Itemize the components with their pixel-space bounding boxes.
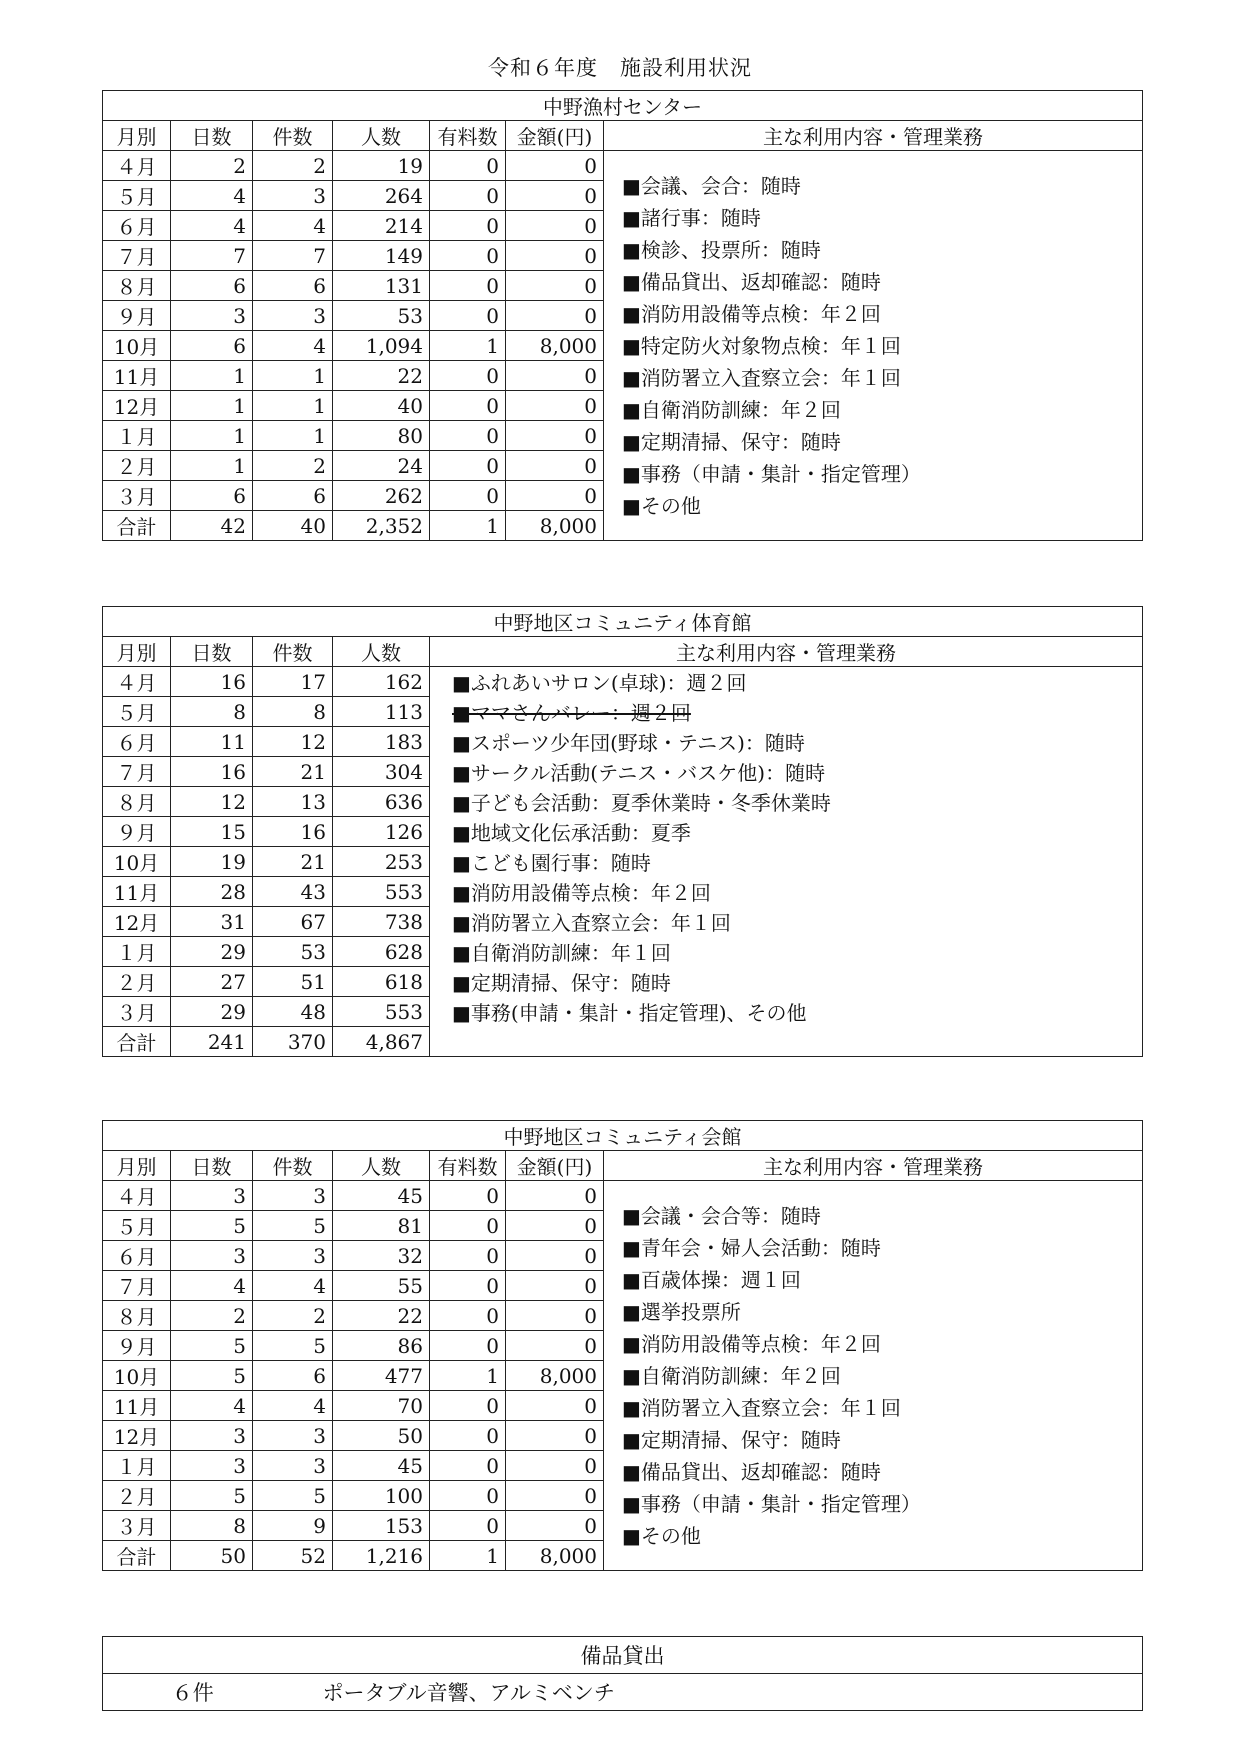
note-item: ■消防用設備等点検：年２回: [430, 877, 1143, 907]
value-cell: 5: [171, 1481, 253, 1511]
value-cell: 2: [253, 451, 333, 481]
value-cell: 27: [171, 967, 253, 997]
note-item: ■備品貸出、返却確認：随時: [622, 1459, 881, 1484]
value-cell: 153: [333, 1511, 430, 1541]
value-cell: 9: [253, 1511, 333, 1541]
value-cell: 70: [333, 1391, 430, 1421]
month-cell: ８月: [103, 271, 171, 301]
value-cell: 17: [253, 667, 333, 697]
value-cell: 6: [171, 271, 253, 301]
value-cell: 13: [253, 787, 333, 817]
note-item: ■百歳体操：週１回: [622, 1267, 801, 1292]
month-cell: ２月: [103, 967, 171, 997]
page-title: 令和６年度 施設利用状況: [488, 56, 752, 80]
note-item: ■地域文化伝承活動：夏季: [430, 817, 1143, 847]
value-cell: 3: [253, 1421, 333, 1451]
note-item: ■自衛消防訓練：年１回: [430, 937, 1143, 967]
month-cell: ２月: [103, 451, 171, 481]
value-cell: 53: [253, 937, 333, 967]
community-hall-table: [102, 1120, 1143, 1571]
note-item: ■事務（申請・集計・指定管理）: [622, 1491, 921, 1516]
note-item: ■サークル活動(テニス・バスケ他)：随時: [430, 757, 1143, 787]
month-cell: １月: [103, 1451, 171, 1481]
value-cell: 0: [506, 301, 604, 331]
value-cell: 2,352: [333, 511, 430, 541]
usage-notes: [604, 1181, 1143, 1571]
value-cell: 0: [506, 1271, 604, 1301]
note-item: ■自衛消防訓練：年２回: [622, 1363, 841, 1388]
value-cell: 12: [253, 727, 333, 757]
note-item: ■ふれあいサロン(卓球)：週２回: [430, 667, 1143, 697]
equipment-lending-title: 備品貸出: [103, 1637, 1143, 1674]
value-cell: 22: [333, 1301, 430, 1331]
note-item: ■検診、投票所：随時: [622, 237, 821, 262]
value-cell: 0: [430, 1391, 506, 1421]
value-cell: 8,000: [506, 331, 604, 361]
month-cell: ４月: [103, 1181, 171, 1211]
column-header: 日数: [171, 1151, 253, 1181]
value-cell: 5: [253, 1481, 333, 1511]
note-item: ■こども園行事：随時: [430, 847, 1143, 877]
value-cell: 0: [430, 391, 506, 421]
value-cell: 0: [506, 1301, 604, 1331]
value-cell: 183: [333, 727, 430, 757]
value-cell: 8,000: [506, 1361, 604, 1391]
value-cell: 6: [253, 481, 333, 511]
note-item: ■選挙投票所: [622, 1299, 741, 1324]
value-cell: 0: [430, 1241, 506, 1271]
value-cell: 5: [171, 1331, 253, 1361]
value-cell: 21: [253, 847, 333, 877]
value-cell: 6: [171, 331, 253, 361]
value-cell: 214: [333, 211, 430, 241]
value-cell: 24: [333, 451, 430, 481]
value-cell: 5: [253, 1211, 333, 1241]
value-cell: 3: [171, 301, 253, 331]
value-cell: 370: [253, 1027, 333, 1057]
value-cell: 7: [171, 241, 253, 271]
month-cell: ５月: [103, 181, 171, 211]
value-cell: 22: [333, 361, 430, 391]
value-cell: 16: [253, 817, 333, 847]
month-cell: 10月: [103, 331, 171, 361]
column-header: 月別: [103, 1151, 171, 1181]
month-cell: ６月: [103, 1241, 171, 1271]
month-cell: ７月: [103, 1271, 171, 1301]
column-header: 有料数: [430, 121, 506, 151]
value-cell: 241: [171, 1027, 253, 1057]
value-cell: 0: [430, 241, 506, 271]
value-cell: 1: [253, 391, 333, 421]
value-cell: 0: [506, 1451, 604, 1481]
month-cell: １月: [103, 421, 171, 451]
note-item: ■会議・会合等：随時: [622, 1203, 821, 1228]
value-cell: 40: [253, 511, 333, 541]
value-cell: 4,867: [333, 1027, 430, 1057]
value-cell: 618: [333, 967, 430, 997]
value-cell: 131: [333, 271, 430, 301]
month-cell: 11月: [103, 361, 171, 391]
value-cell: 0: [506, 421, 604, 451]
value-cell: 31: [171, 907, 253, 937]
value-cell: 0: [506, 1421, 604, 1451]
equipment-count: ６件: [103, 1674, 283, 1711]
month-cell: ３月: [103, 481, 171, 511]
column-header: 人数: [333, 1151, 430, 1181]
value-cell: 0: [506, 211, 604, 241]
value-cell: 0: [430, 1511, 506, 1541]
value-cell: 6: [253, 271, 333, 301]
value-cell: 48: [253, 997, 333, 1027]
value-cell: 86: [333, 1331, 430, 1361]
value-cell: 0: [430, 1271, 506, 1301]
value-cell: 3: [171, 1181, 253, 1211]
value-cell: 0: [430, 151, 506, 181]
value-cell: 0: [430, 1481, 506, 1511]
month-cell: １月: [103, 937, 171, 967]
value-cell: 45: [333, 1181, 430, 1211]
value-cell: 0: [430, 1421, 506, 1451]
value-cell: 50: [333, 1421, 430, 1451]
table-row: [103, 817, 1143, 847]
note-item: ■その他: [622, 1523, 701, 1548]
empty-cell: [430, 1027, 1143, 1057]
value-cell: 553: [333, 877, 430, 907]
value-cell: 0: [430, 181, 506, 211]
month-cell: ９月: [103, 1331, 171, 1361]
value-cell: 53: [333, 301, 430, 331]
value-cell: 11: [171, 727, 253, 757]
value-cell: 4: [253, 1391, 333, 1421]
column-header: 日数: [171, 121, 253, 151]
value-cell: 636: [333, 787, 430, 817]
month-cell: ３月: [103, 1511, 171, 1541]
column-header: 主な利用内容・管理業務: [430, 637, 1143, 667]
note-item: ■消防署立入査察立会：年１回: [622, 1395, 901, 1420]
month-cell: 12月: [103, 907, 171, 937]
value-cell: 0: [506, 181, 604, 211]
value-cell: 4: [253, 211, 333, 241]
note-item: ■定期清掃、保守：随時: [622, 429, 841, 454]
table-row: [103, 757, 1143, 787]
value-cell: 28: [171, 877, 253, 907]
value-cell: 0: [506, 1241, 604, 1271]
value-cell: 149: [333, 241, 430, 271]
month-cell: 12月: [103, 1421, 171, 1451]
value-cell: 304: [333, 757, 430, 787]
value-cell: 19: [171, 847, 253, 877]
column-header: 有料数: [430, 1151, 506, 1181]
value-cell: 8: [253, 697, 333, 727]
value-cell: 262: [333, 481, 430, 511]
table-row: [103, 697, 1143, 727]
value-cell: 738: [333, 907, 430, 937]
month-cell: ５月: [103, 697, 171, 727]
equipment-items: ポータブル音響、アルミベンチ: [283, 1674, 1143, 1711]
month-cell: ５月: [103, 1211, 171, 1241]
value-cell: 1,094: [333, 331, 430, 361]
column-header: 主な利用内容・管理業務: [604, 1151, 1143, 1181]
table-row: [103, 967, 1143, 997]
value-cell: 0: [506, 481, 604, 511]
month-cell: ８月: [103, 787, 171, 817]
value-cell: 7: [253, 241, 333, 271]
value-cell: 8,000: [506, 511, 604, 541]
value-cell: 3: [253, 1241, 333, 1271]
column-header: 日数: [171, 637, 253, 667]
column-header: 人数: [333, 637, 430, 667]
value-cell: 1: [430, 511, 506, 541]
value-cell: 3: [253, 1181, 333, 1211]
value-cell: 4: [171, 181, 253, 211]
column-header: 金額(円): [506, 1151, 604, 1181]
note-item: ■青年会・婦人会活動：随時: [622, 1235, 881, 1260]
note-item: ■その他: [622, 493, 701, 518]
value-cell: 0: [506, 451, 604, 481]
table-row: [103, 151, 1143, 181]
value-cell: 0: [506, 151, 604, 181]
note-item: ■事務（申請・集計・指定管理）: [622, 461, 921, 486]
note-item: ■特定防火対象物点検：年１回: [622, 333, 901, 358]
kaikan-header-row: [103, 1151, 1143, 1181]
value-cell: 52: [253, 1541, 333, 1571]
table-row: [103, 847, 1143, 877]
value-cell: 0: [430, 301, 506, 331]
value-cell: 3: [253, 1451, 333, 1481]
month-cell: ３月: [103, 997, 171, 1027]
value-cell: 100: [333, 1481, 430, 1511]
value-cell: 1: [171, 451, 253, 481]
table-row: [103, 937, 1143, 967]
month-cell: ６月: [103, 727, 171, 757]
total-label: 合計: [103, 1027, 171, 1057]
note-item: ■定期清掃、保守：随時: [430, 967, 1143, 997]
value-cell: 2: [171, 151, 253, 181]
value-cell: 0: [430, 481, 506, 511]
value-cell: 6: [171, 481, 253, 511]
value-cell: 4: [253, 1271, 333, 1301]
value-cell: 0: [506, 1391, 604, 1421]
total-label: 合計: [103, 511, 171, 541]
value-cell: 0: [430, 1331, 506, 1361]
note-item: ■会議、会合：随時: [622, 173, 801, 198]
value-cell: 0: [430, 1301, 506, 1331]
value-cell: 1: [171, 361, 253, 391]
value-cell: 81: [333, 1211, 430, 1241]
note-item: ■定期清掃、保守：随時: [622, 1427, 841, 1452]
column-header: 主な利用内容・管理業務: [604, 121, 1143, 151]
note-item: ■子ども会活動：夏季休業時・冬季休業時: [430, 787, 1143, 817]
column-header: 件数: [253, 1151, 333, 1181]
value-cell: 0: [430, 451, 506, 481]
month-cell: ２月: [103, 1481, 171, 1511]
table-row: [103, 1181, 1143, 1211]
value-cell: 113: [333, 697, 430, 727]
value-cell: 1,216: [333, 1541, 430, 1571]
value-cell: 0: [506, 1211, 604, 1241]
value-cell: 8: [171, 1511, 253, 1541]
note-item: ■備品貸出、返却確認：随時: [622, 269, 881, 294]
value-cell: 264: [333, 181, 430, 211]
value-cell: 3: [171, 1241, 253, 1271]
note-item: ■スポーツ少年団(野球・テニス)：随時: [430, 727, 1143, 757]
value-cell: 29: [171, 937, 253, 967]
value-cell: 0: [430, 421, 506, 451]
value-cell: 4: [171, 1271, 253, 1301]
month-cell: 11月: [103, 877, 171, 907]
value-cell: 43: [253, 877, 333, 907]
table-row: [103, 877, 1143, 907]
month-cell: ８月: [103, 1301, 171, 1331]
value-cell: 1: [171, 391, 253, 421]
month-cell: 10月: [103, 1361, 171, 1391]
value-cell: 45: [333, 1451, 430, 1481]
value-cell: 0: [430, 271, 506, 301]
community-gym-table: [102, 606, 1143, 1057]
value-cell: 40: [333, 391, 430, 421]
value-cell: 3: [171, 1451, 253, 1481]
total-row: [103, 1027, 1143, 1057]
column-header: 件数: [253, 637, 333, 667]
community-gym-title: 中野地区コミュニティ体育館: [103, 607, 1143, 637]
value-cell: 16: [171, 667, 253, 697]
value-cell: 8: [171, 697, 253, 727]
value-cell: 253: [333, 847, 430, 877]
value-cell: 0: [506, 271, 604, 301]
note-item: ■消防用設備等点検：年２回: [622, 1331, 881, 1356]
value-cell: 0: [506, 1331, 604, 1361]
value-cell: 1: [430, 331, 506, 361]
value-cell: 126: [333, 817, 430, 847]
value-cell: 15: [171, 817, 253, 847]
value-cell: 80: [333, 421, 430, 451]
value-cell: 55: [333, 1271, 430, 1301]
value-cell: 477: [333, 1361, 430, 1391]
value-cell: 0: [430, 361, 506, 391]
value-cell: 0: [506, 241, 604, 271]
table-row: [103, 727, 1143, 757]
value-cell: 1: [253, 361, 333, 391]
gyoson-center-table: [102, 90, 1143, 541]
month-cell: ９月: [103, 817, 171, 847]
value-cell: 1: [253, 421, 333, 451]
value-cell: 42: [171, 511, 253, 541]
note-item: ■消防署立入査察立会：年１回: [622, 365, 901, 390]
community-hall-title: 中野地区コミュニティ会館: [103, 1121, 1143, 1151]
gyoson-header-row: [103, 121, 1143, 151]
month-cell: ６月: [103, 211, 171, 241]
table-row: [103, 667, 1143, 697]
value-cell: 32: [333, 1241, 430, 1271]
value-cell: 5: [253, 1331, 333, 1361]
month-cell: 12月: [103, 391, 171, 421]
value-cell: 2: [253, 1301, 333, 1331]
equipment-lending-table: [102, 1636, 1143, 1711]
value-cell: 0: [430, 211, 506, 241]
month-cell: ４月: [103, 151, 171, 181]
value-cell: 0: [506, 1181, 604, 1211]
table-row: [103, 997, 1143, 1027]
value-cell: 0: [430, 1181, 506, 1211]
value-cell: 0: [506, 1511, 604, 1541]
value-cell: 4: [171, 211, 253, 241]
value-cell: 628: [333, 937, 430, 967]
value-cell: 3: [253, 181, 333, 211]
value-cell: 8,000: [506, 1541, 604, 1571]
value-cell: 1: [430, 1541, 506, 1571]
value-cell: 0: [430, 1451, 506, 1481]
month-cell: ７月: [103, 241, 171, 271]
value-cell: 2: [253, 151, 333, 181]
month-cell: ４月: [103, 667, 171, 697]
note-item: ■ママさんバレー：週２回: [430, 697, 1143, 727]
note-item: ■消防署立入査察立会：年１回: [430, 907, 1143, 937]
value-cell: 553: [333, 997, 430, 1027]
value-cell: 3: [253, 301, 333, 331]
column-header: 人数: [333, 121, 430, 151]
value-cell: 6: [253, 1361, 333, 1391]
value-cell: 1: [430, 1361, 506, 1391]
value-cell: 162: [333, 667, 430, 697]
usage-notes: [604, 151, 1143, 541]
value-cell: 0: [506, 1481, 604, 1511]
gyoson-center-title: 中野漁村センター: [103, 91, 1143, 121]
value-cell: 29: [171, 997, 253, 1027]
note-item: ■事務(申請・集計・指定管理)、その他: [430, 997, 1143, 1027]
value-cell: 0: [506, 391, 604, 421]
column-header: 月別: [103, 637, 171, 667]
value-cell: 19: [333, 151, 430, 181]
value-cell: 12: [171, 787, 253, 817]
value-cell: 67: [253, 907, 333, 937]
gym-header-row: [103, 637, 1143, 667]
value-cell: 21: [253, 757, 333, 787]
value-cell: 50: [171, 1541, 253, 1571]
table-row: [103, 907, 1143, 937]
month-cell: 10月: [103, 847, 171, 877]
value-cell: 51: [253, 967, 333, 997]
total-label: 合計: [103, 1541, 171, 1571]
column-header: 金額(円): [506, 121, 604, 151]
value-cell: 4: [171, 1391, 253, 1421]
value-cell: 0: [506, 361, 604, 391]
value-cell: 3: [171, 1421, 253, 1451]
month-cell: ７月: [103, 757, 171, 787]
note-item: ■消防用設備等点検：年２回: [622, 301, 881, 326]
value-cell: 1: [171, 421, 253, 451]
value-cell: 5: [171, 1361, 253, 1391]
month-cell: 11月: [103, 1391, 171, 1421]
month-cell: ９月: [103, 301, 171, 331]
column-header: 月別: [103, 121, 171, 151]
column-header: 件数: [253, 121, 333, 151]
note-item: ■諸行事：随時: [622, 205, 761, 230]
value-cell: 2: [171, 1301, 253, 1331]
value-cell: 4: [253, 331, 333, 361]
value-cell: 16: [171, 757, 253, 787]
value-cell: 0: [430, 1211, 506, 1241]
value-cell: 5: [171, 1211, 253, 1241]
note-item: ■自衛消防訓練：年２回: [622, 397, 841, 422]
table-row: [103, 787, 1143, 817]
